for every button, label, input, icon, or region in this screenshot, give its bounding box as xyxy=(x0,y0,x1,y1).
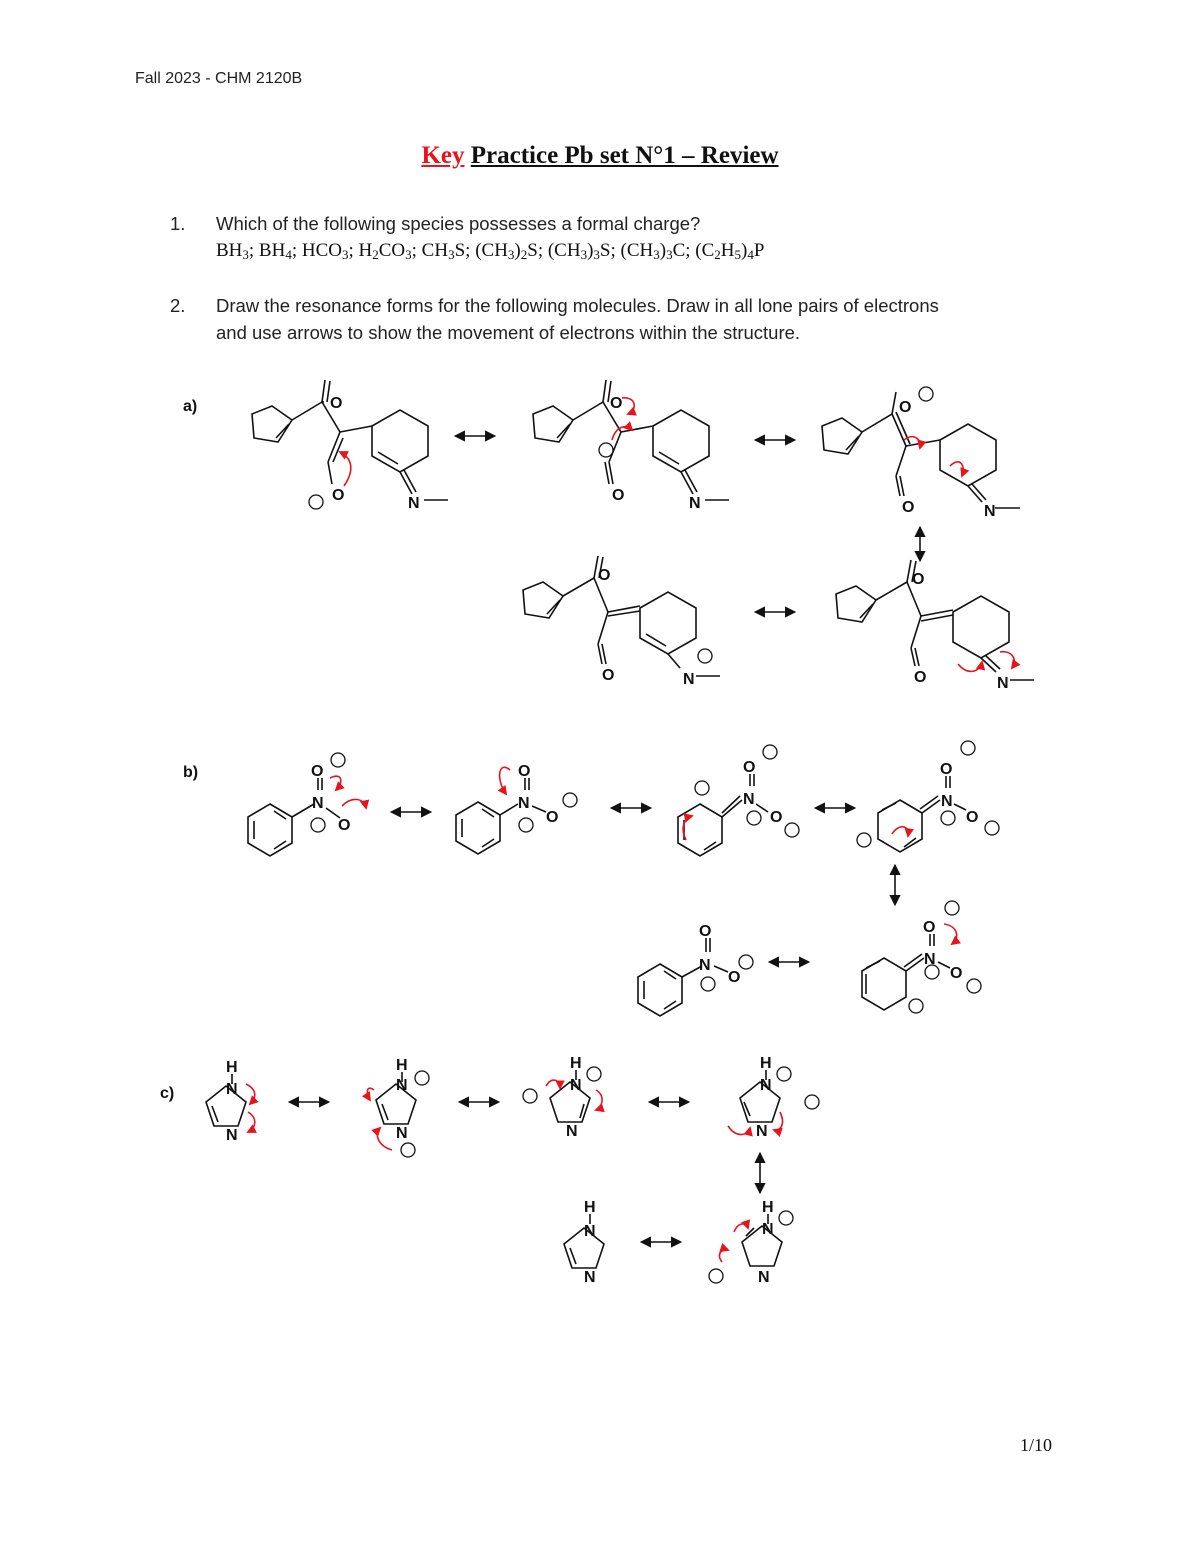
structure-c4 xyxy=(728,1055,819,1140)
b1-oxygen-right: O xyxy=(338,817,351,834)
b6-oxygen-top: O xyxy=(923,919,936,936)
structure-b3 xyxy=(678,745,799,856)
a3-nitrogen: N xyxy=(984,503,996,520)
a4-oxygen-bottom: O xyxy=(602,667,615,684)
structure-b5 xyxy=(638,923,753,1016)
question-2-number: 2. xyxy=(170,295,186,316)
part-b-label: b) xyxy=(183,764,199,781)
a3-oxygen-top: O xyxy=(899,399,912,416)
c2-nitrogen-top: N xyxy=(396,1077,408,1094)
structure-a2 xyxy=(533,380,729,512)
b6-nitrogen: N xyxy=(924,951,936,968)
a2-oxygen-top: O xyxy=(610,395,623,412)
a1-oxygen-bottom: O xyxy=(332,487,345,504)
c6-nitrogen-top: N xyxy=(762,1221,774,1238)
c4-nitrogen-top: N xyxy=(760,1077,772,1094)
structure-a3 xyxy=(822,387,1020,520)
b1-oxygen-top: O xyxy=(311,763,324,780)
c5-hydrogen: H xyxy=(584,1199,596,1216)
a3-oxygen-bottom: O xyxy=(902,499,915,516)
b3-oxygen-top: O xyxy=(743,759,756,776)
course-header: Fall 2023 - CHM 2120B xyxy=(135,70,303,87)
a5-nitrogen: N xyxy=(997,675,1009,692)
structure-a5 xyxy=(836,560,1034,692)
b5-oxygen-right: O xyxy=(728,969,741,986)
c1-hydrogen: H xyxy=(226,1059,238,1076)
c6-hydrogen: H xyxy=(762,1199,774,1216)
b2-oxygen-top: O xyxy=(518,763,531,780)
b4-nitrogen: N xyxy=(941,793,953,810)
b2-oxygen-right: O xyxy=(546,809,559,826)
page-number: 1/10 xyxy=(1020,1435,1053,1455)
question-1-number: 1. xyxy=(170,213,186,234)
structure-c1 xyxy=(206,1059,255,1144)
a5-oxygen-bottom: O xyxy=(914,669,927,686)
a1-oxygen-top: O xyxy=(330,395,343,412)
question-2-line-1: Draw the resonance forms for the following molecules. Draw in all lone pairs of electrons xyxy=(216,295,939,316)
b3-nitrogen: N xyxy=(743,791,755,808)
b3-oxygen-right: O xyxy=(770,809,783,826)
c1-nitrogen-bottom: N xyxy=(226,1127,238,1144)
a4-oxygen-top: O xyxy=(598,567,611,584)
structure-c3 xyxy=(523,1055,602,1140)
a5-oxygen-top: O xyxy=(912,571,925,588)
structure-c6 xyxy=(709,1199,793,1286)
c5-nitrogen-top: N xyxy=(584,1223,596,1240)
c2-nitrogen-bottom: N xyxy=(396,1125,408,1142)
part-a-label: a) xyxy=(183,398,198,415)
structure-c2 xyxy=(367,1057,429,1157)
c4-nitrogen-bottom: N xyxy=(756,1123,768,1140)
c1-nitrogen-top: N xyxy=(226,1081,238,1098)
a2-oxygen-bottom: O xyxy=(612,487,625,504)
a1-nitrogen: N xyxy=(408,495,420,512)
a4-nitrogen: N xyxy=(683,671,695,688)
c3-nitrogen-top: N xyxy=(570,1077,582,1094)
b4-oxygen-right: O xyxy=(966,809,979,826)
b1-nitrogen: N xyxy=(312,795,324,812)
title-key: Key xyxy=(421,142,465,169)
question-2-line-2: and use arrows to show the movement of electrons within the structure. xyxy=(216,322,801,343)
c4-hydrogen: H xyxy=(760,1055,772,1072)
structure-b1 xyxy=(248,753,366,856)
title-rest: Practice Pb set N°1 – Review xyxy=(470,142,779,169)
c3-nitrogen-bottom: N xyxy=(566,1123,578,1140)
c5-nitrogen-bottom: N xyxy=(584,1269,596,1286)
structure-a4 xyxy=(523,556,720,688)
question-1-text: Which of the following species possesses a formal charge? xyxy=(216,213,701,234)
part-c-label: c) xyxy=(160,1085,175,1102)
c3-hydrogen: H xyxy=(570,1055,582,1072)
b4-oxygen-top: O xyxy=(940,761,953,778)
c6-nitrogen-bottom: N xyxy=(758,1269,770,1286)
structure-b6 xyxy=(862,901,981,1013)
a2-nitrogen: N xyxy=(689,495,701,512)
structure-a1 xyxy=(252,380,448,512)
structure-c5 xyxy=(564,1199,604,1286)
structure-b2 xyxy=(456,763,577,854)
b6-oxygen-right: O xyxy=(950,965,963,982)
structure-b4 xyxy=(857,741,999,852)
c2-hydrogen: H xyxy=(396,1057,408,1074)
b2-nitrogen: N xyxy=(518,795,530,812)
b5-oxygen-top: O xyxy=(699,923,712,940)
species-list: $BH_3$; $BH_4$; $HCO_3$; $H_2CO_3$; $CH_3S$; $(CH_3)_2S$; $(CH_3)_3S$; $(CH_3)_3C$; $(C_2H_5)_4P$ xyxy=(216,240,765,262)
b5-nitrogen: N xyxy=(699,957,711,974)
